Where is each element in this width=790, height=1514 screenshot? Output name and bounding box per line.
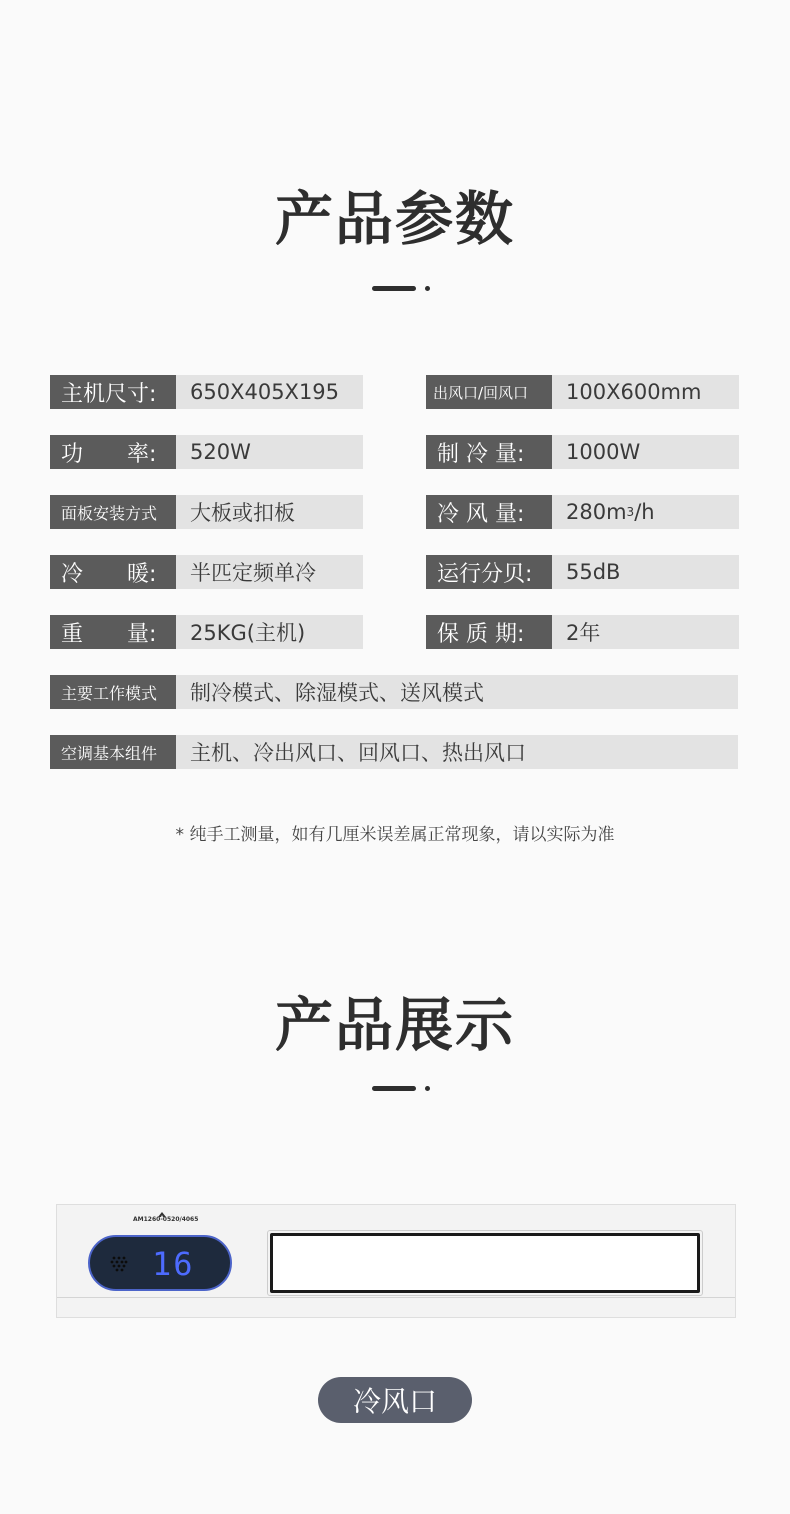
spec-value: 100X600mm	[552, 375, 739, 409]
spec-label: 主要工作模式	[50, 675, 176, 709]
spec-row-warranty	[426, 615, 739, 649]
spec-label: 冷 风 量:	[426, 495, 552, 529]
spec-value: 1000W	[552, 435, 739, 469]
spec-row-weight	[50, 615, 363, 649]
spec-row-cooling	[426, 435, 739, 469]
spec-label: 出风口/回风口	[426, 375, 552, 409]
spec-row-noise	[426, 555, 739, 589]
spec-value: 大板或扣板	[176, 495, 363, 529]
product-image	[56, 1204, 736, 1318]
spec-label: 冷 暖:	[50, 555, 176, 589]
spec-label: 空调基本组件	[50, 735, 176, 769]
spec-label: 重 量:	[50, 615, 176, 649]
spec-value: 2年	[552, 615, 739, 649]
temperature-readout: 16	[152, 1245, 195, 1283]
spec-value: 25KG(主机)	[176, 615, 363, 649]
spec-label: 面板安装方式	[50, 495, 176, 529]
spec-row-host-size	[50, 375, 363, 409]
section-title-params: 产品参数	[274, 185, 515, 253]
spec-value: 55dB	[552, 555, 739, 589]
air-outlet-vent	[270, 1233, 700, 1293]
spec-label: 保 质 期:	[426, 615, 552, 649]
spec-value: 650X405X195	[176, 375, 363, 409]
divider-bar	[372, 1086, 416, 1091]
spec-row-panel	[50, 495, 363, 529]
spec-value: 主机、冷出风口、回风口、热出风口	[176, 735, 738, 769]
spec-value	[552, 495, 739, 529]
spec-row-mode-type	[50, 555, 363, 589]
spec-row-components	[50, 735, 738, 769]
spec-row-vent	[426, 375, 739, 409]
spec-row-airflow	[426, 495, 739, 529]
control-display	[88, 1235, 232, 1291]
title-divider	[372, 1084, 432, 1092]
spec-label: 主机尺寸:	[50, 375, 176, 409]
spec-label: 功 率:	[50, 435, 176, 469]
spec-value: 制冷模式、除湿模式、送风模式	[176, 675, 738, 709]
panel-seam	[57, 1297, 735, 1298]
spec-value: 半匹定频单冷	[176, 555, 363, 589]
measurement-note: * 纯手工测量，如有几厘米误差属正常现象，请以实际为准	[175, 825, 615, 845]
ir-receiver-icon	[109, 1254, 129, 1274]
title-divider	[372, 284, 432, 292]
divider-dot	[425, 286, 430, 291]
spec-label: 制 冷 量:	[426, 435, 552, 469]
caption-badge: 冷风口	[318, 1377, 472, 1423]
airflow-exponent: 3	[626, 505, 635, 519]
airflow-unit: /h	[634, 500, 655, 524]
airflow-number: 280m	[566, 500, 627, 524]
spec-label: 运行分贝:	[426, 555, 552, 589]
divider-dot	[425, 1086, 430, 1091]
spec-value: 520W	[176, 435, 363, 469]
divider-bar	[372, 286, 416, 291]
spec-row-power	[50, 435, 363, 469]
spec-row-work-modes	[50, 675, 738, 709]
section-title-display: 产品展示	[274, 991, 515, 1059]
model-code: AM1260-0520/4065	[133, 1216, 199, 1223]
